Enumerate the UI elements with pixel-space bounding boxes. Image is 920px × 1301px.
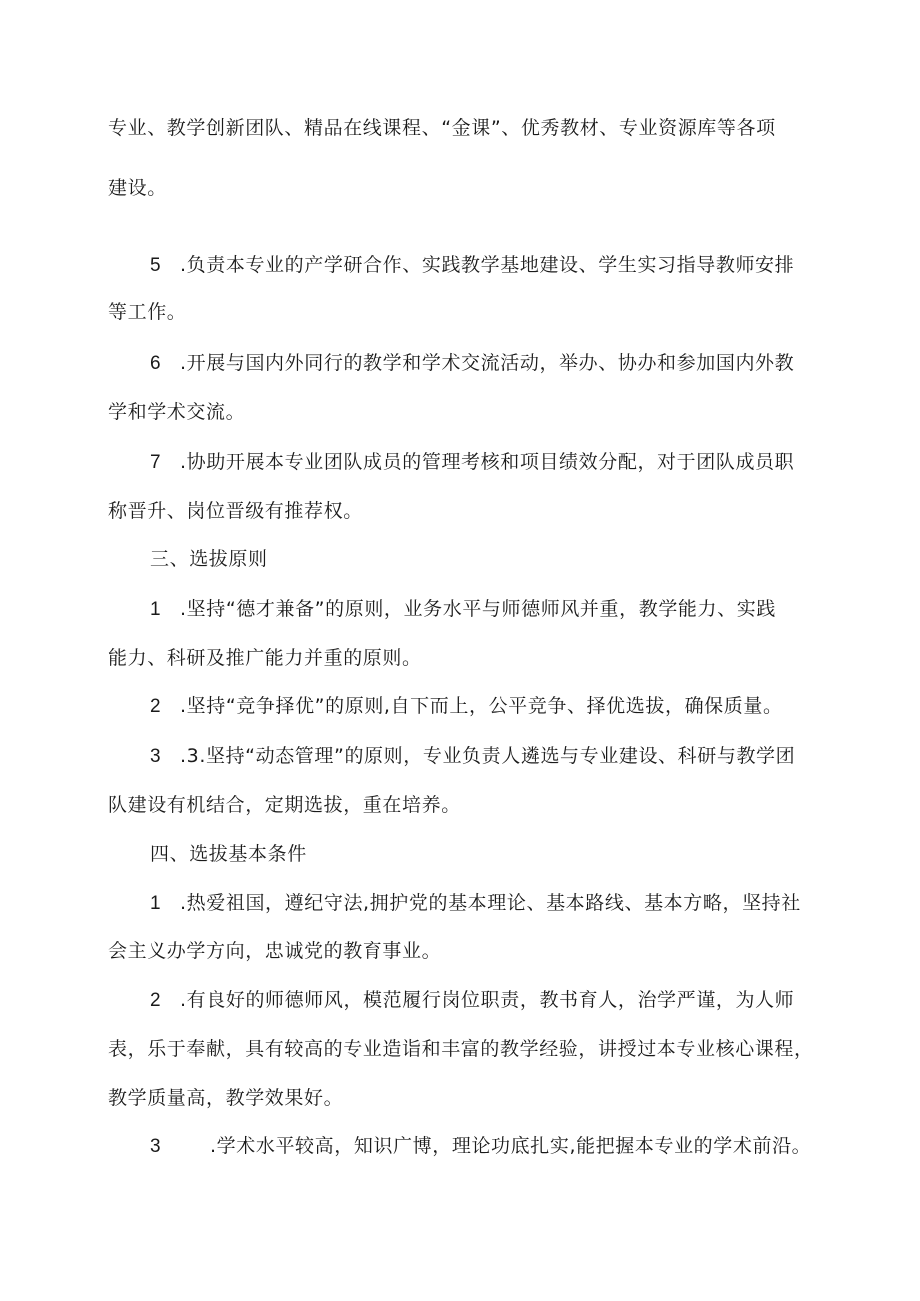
line-text: 队建设有机结合，定期选拔，重在培养。: [108, 794, 461, 816]
line-text: 会主义办学方向，忠诚党的教育事业。: [108, 940, 442, 962]
line-text: 称晋升、岗位晋级有推荐权。: [108, 500, 363, 522]
list-item-6: [150, 351, 794, 376]
paragraph-line: [108, 499, 363, 523]
paragraph-line: [108, 400, 245, 424]
line-text: 专业、教学创新团队、精品在线课程、“金课”、优秀教材、专业资源库等各项: [108, 117, 776, 139]
line-text: .开展与国内外同行的教学和学术交流活动，举办、协办和参加国内外教: [180, 352, 795, 374]
line-text: .坚持“竞争择优”的原则,自下而上，公平竞争、择优选拔，确保质量。: [180, 695, 783, 717]
section-heading: [150, 547, 268, 571]
item-number: 3: [150, 1136, 162, 1157]
paragraph-line: [108, 116, 776, 140]
heading-text: 四、选拔基本条件: [150, 843, 307, 865]
item-number: 3: [150, 746, 162, 767]
line-text: .热爱祖国，遵纪守法,拥护党的基本理论、基本路线、基本方略，坚持社: [180, 892, 801, 914]
heading-text: 三、选拔原则: [150, 548, 268, 570]
list-item-3: [150, 1134, 811, 1159]
paragraph-line: [108, 646, 422, 670]
paragraph-line: [108, 176, 167, 200]
paragraph-line: [108, 793, 461, 817]
list-item-3: [150, 744, 795, 769]
line-text: .负责本专业的产学研合作、实践教学基地建设、学生实习指导教师安排: [180, 254, 795, 276]
item-number: 1: [150, 599, 162, 620]
item-number: 5: [150, 255, 162, 276]
list-item-1: [150, 891, 801, 916]
list-item-5: [150, 253, 794, 278]
paragraph-line: [108, 1037, 814, 1061]
item-number: 6: [150, 353, 162, 374]
line-text: .有良好的师德师风，模范履行岗位职责，教书育人，治学严谨，为人师: [180, 989, 795, 1011]
line-text: .学术水平较高，知识广博，理论功底扎实,能把握本专业的学术前沿。: [210, 1135, 812, 1157]
item-number: 1: [150, 893, 162, 914]
item-number: 7: [150, 452, 162, 473]
paragraph-line: [108, 939, 441, 963]
line-text: 学和学术交流。: [108, 401, 246, 423]
item-number: 2: [150, 696, 162, 717]
section-heading: [150, 842, 307, 866]
line-text: 教学质量高，教学效果好。: [108, 1087, 344, 1109]
line-text: 等工作。: [108, 301, 187, 323]
line-text: .3.坚持“动态管理”的原则，专业负责人遴选与专业建设、科研与教学团: [180, 745, 796, 767]
item-number: 2: [150, 990, 162, 1011]
list-item-2: [150, 988, 794, 1013]
list-item-2: [150, 694, 783, 719]
line-text: 建设。: [108, 177, 167, 199]
line-text: .坚持“德才兼备”的原则，业务水平与师德师风并重，教学能力、实践: [180, 598, 776, 620]
paragraph-line: [108, 300, 186, 324]
list-item-7: [150, 450, 794, 475]
line-text: 能力、科研及推广能力并重的原则。: [108, 647, 422, 669]
line-text: 表，乐于奉献，具有较高的专业造诣和丰富的教学经验，讲授过本专业核心课程，: [108, 1038, 814, 1060]
paragraph-line: [108, 1086, 343, 1110]
list-item-1: [150, 597, 776, 622]
line-text: .协助开展本专业团队成员的管理考核和项目绩效分配，对于团队成员职: [180, 451, 795, 473]
